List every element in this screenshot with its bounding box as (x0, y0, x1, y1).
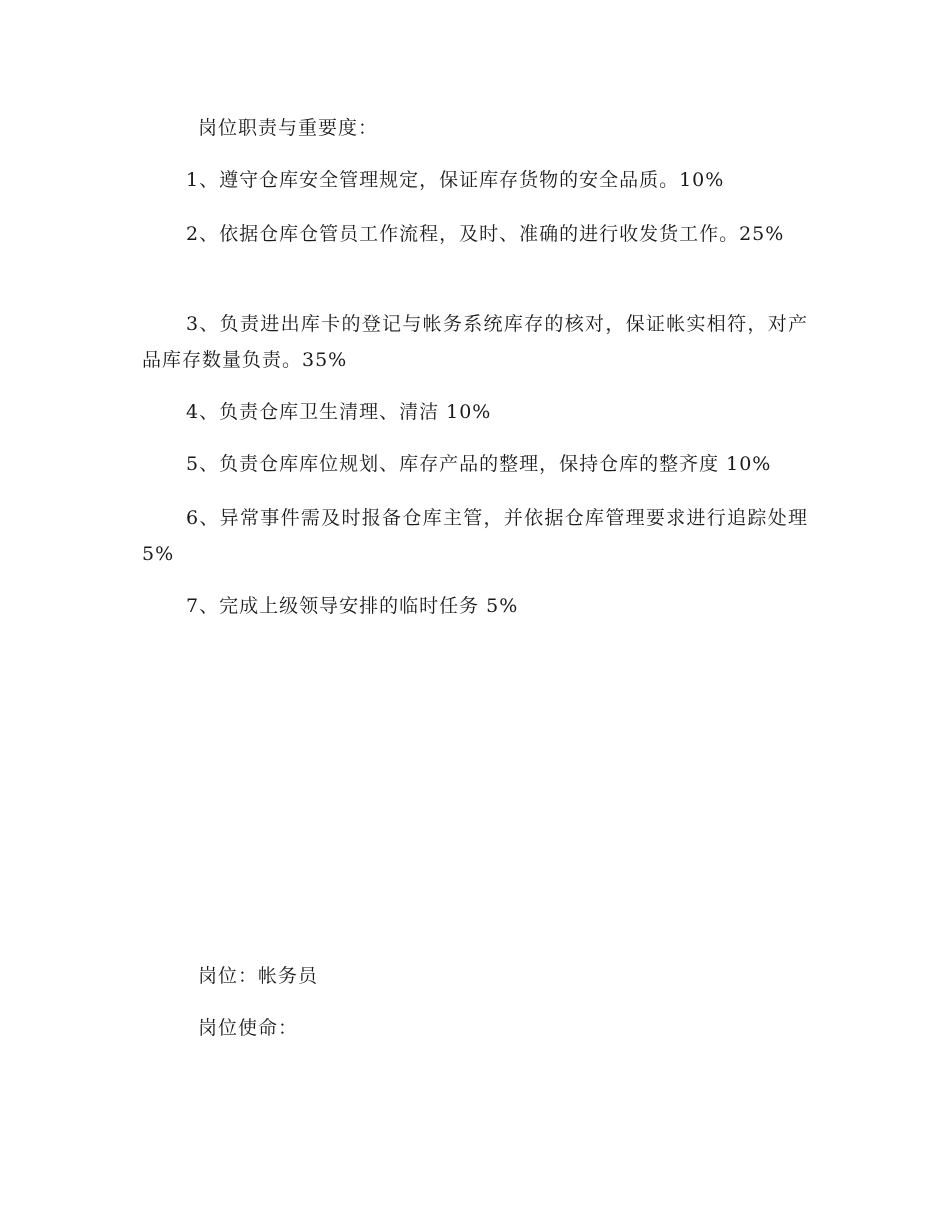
duty-item-6: 6、异常事件需及时报备仓库主管，并依据仓库管理要求进行追踪处理 5% (142, 507, 808, 565)
duty-item-3: 3、负责进出库卡的登记与帐务系统库存的核对，保证帐实相符，对产品库存数量负责。35% (142, 313, 808, 371)
mission-heading: 岗位使命： (198, 1017, 299, 1039)
position-title: 岗位：帐务员 (198, 965, 319, 987)
duty-item-4: 4、负责仓库卫生清理、清洁 10% (186, 401, 492, 423)
duty-item-5: 5、负责仓库库位规划、库存产品的整理，保持仓库的整齐度 10% (186, 453, 772, 475)
duty-item-1: 1、遵守仓库安全管理规定，保证库存货物的安全品质。10% (186, 169, 725, 191)
duty-item-7: 7、完成上级领导安排的临时任务 5% (186, 595, 519, 617)
duties-heading: 岗位职责与重要度： (198, 117, 379, 139)
duty-item-2: 2、依据仓库仓管员工作流程，及时、准确的进行收发货工作。25% (186, 223, 785, 245)
